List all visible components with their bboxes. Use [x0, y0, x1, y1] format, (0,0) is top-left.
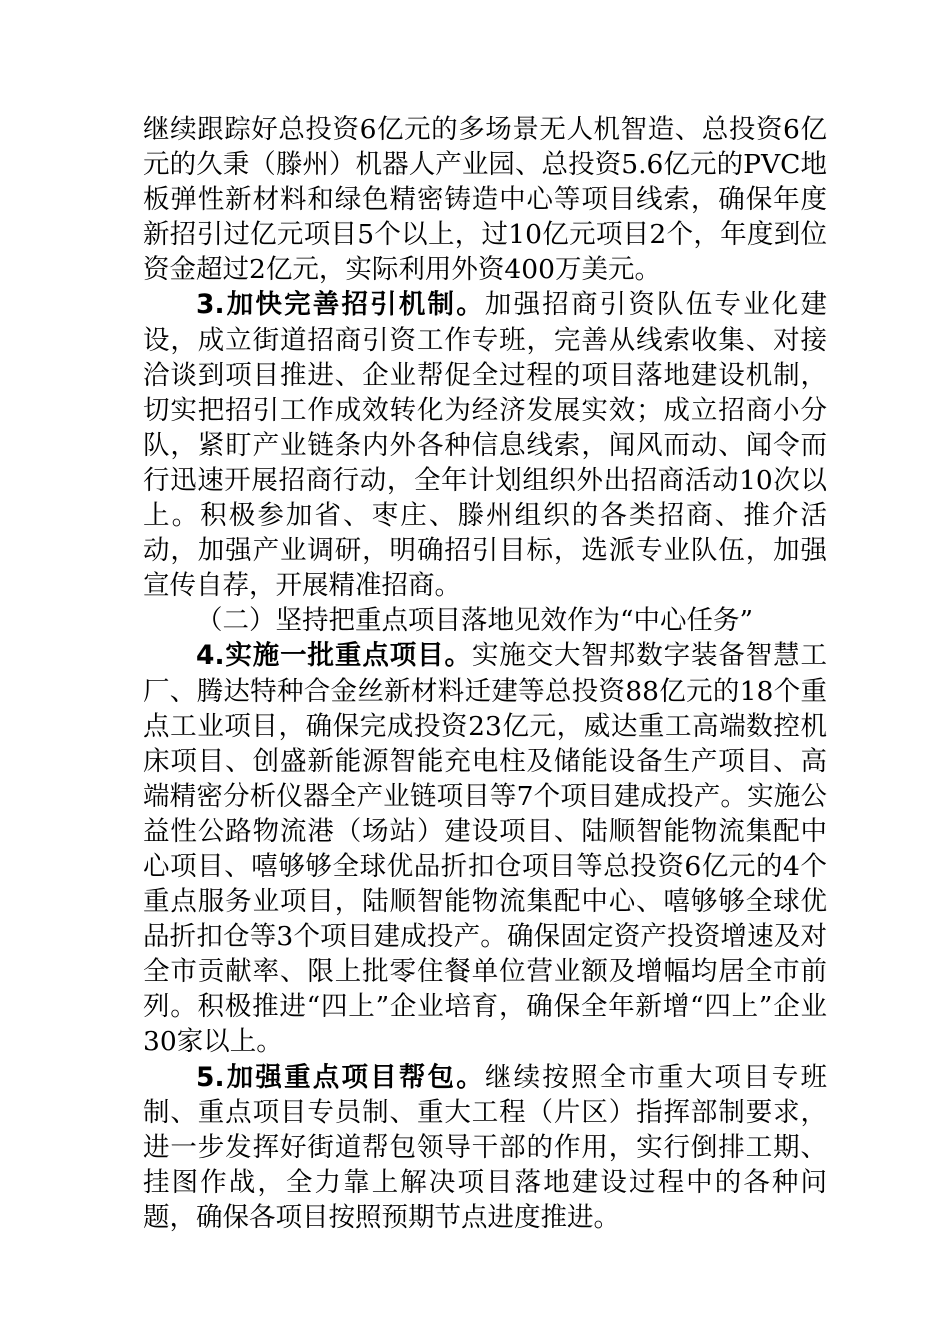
paragraph-recruitment-mechanism: [143, 287, 827, 603]
paragraph-text: 继续按照全市重大项目专班制、重点项目专员制、重大工程（片区）指挥部制要求，进一步发挥好街道帮包领导干部的作用，实行倒排工期、挂图作战，全力靠上解决项目落地建设过程中的各种问题，确保各项目按照预期节点进度推进。: [143, 1061, 827, 1233]
paragraph-key-projects: [143, 638, 827, 1059]
section-heading-text: （二）坚持把重点项目落地见效作为“中心任务”: [196, 605, 754, 637]
paragraph-lead-heading: 5.加强重点项目帮包。: [196, 1061, 485, 1093]
paragraph-project-support: [143, 1060, 827, 1235]
document-body: [143, 112, 827, 1235]
paragraph-lead-heading: 4.实施一批重点项目。: [196, 640, 472, 672]
paragraph-text: 加强招商引资队伍专业化建设，成立街道招商引资工作专班，完善从线索收集、对接洽谈到项目推进、企业帮促全过程的项目落地建设机制，切实把招引工作成效转化为经济发展实效；成立招商小分队，紧盯产业链条内外各种信息线索，闻风而动、闻令而行迅速开展招商行动，全年计划组织外出招商活动10次以上。积极参加省、枣庄、滕州组织的各类招商、推介活动，加强产业调研，明确招引目标，选派专业队伍，加强宣传自荐，开展精准招商。: [143, 289, 827, 602]
section-heading: [143, 603, 827, 638]
paragraph-text: 继续跟踪好总投资6亿元的多场景无人机智造、总投资6亿元的久秉（滕州）机器人产业园、总投资5.6亿元的PVC地板弹性新材料和绿色精密铸造中心等项目线索，确保年度新招引过亿元项目5个以上，过10亿元项目2个，年度到位资金超过2亿元，实际利用外资400万美元。: [143, 114, 827, 286]
paragraph-text: 实施交大智邦数字装备智慧工厂、腾达特种合金丝新材料迁建等总投资88亿元的18个重点工业项目，确保完成投资23亿元，威达重工高端数控机床项目、创盛新能源智能充电柱及储能设备生产项目、高端精密分析仪器全产业链项目等7个项目建成投产。实施公益性公路物流港（场站）建设项目、陆顺智能物流集配中心项目、嘻够够全球优品折扣仓项目等总投资6亿元的4个重点服务业项目，陆顺智能物流集配中心、嘻够够全球优品折扣仓等3个项目建成投产。确保固定资产投资增速及对全市贡献率、限上批零住餐单位营业额及增幅均居全市前列。积极推进“四上”企业培育，确保全年新增“四上”企业30家以上。: [143, 640, 828, 1058]
paragraph-lead-heading: 3.加快完善招引机制。: [196, 289, 485, 321]
paragraph-continuation: [143, 112, 827, 287]
